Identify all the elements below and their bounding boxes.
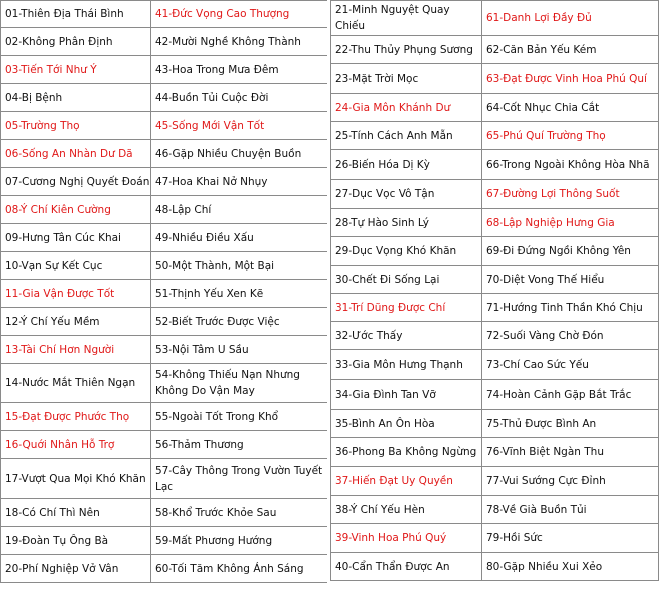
table-cell: 12-Ý Chí Yếu Mềm <box>1 308 151 336</box>
table-row <box>331 36 659 64</box>
table-cell: 69-Đi Đứng Ngồi Không Yên <box>482 237 659 266</box>
table-cell: 24-Gia Môn Khánh Dư <box>331 94 482 122</box>
table-cell: 39-Vinh Hoa Phú Quý <box>331 524 482 553</box>
table-cell: 09-Hưng Tân Cúc Khai <box>1 224 151 252</box>
table-row <box>1 555 328 583</box>
table-row <box>1 168 328 196</box>
table-row <box>1 459 328 499</box>
table-row <box>1 196 328 224</box>
table-cell: 62-Căn Bản Yếu Kém <box>482 36 659 64</box>
table-row <box>331 209 659 237</box>
table-cell: 14-Nước Mắt Thiên Ngạn <box>1 364 151 403</box>
table-cell: 13-Tài Chí Hơn Người <box>1 336 151 364</box>
table-cell: 67-Đường Lợi Thông Suốt <box>482 180 659 209</box>
table-cell: 50-Một Thành, Một Bại <box>151 252 328 280</box>
table-row <box>1 28 328 56</box>
table-row <box>331 1 659 36</box>
table-cell: 40-Cẩn Thẩn Được An <box>331 553 482 581</box>
table-cell: 73-Chí Cao Sức Yếu <box>482 350 659 380</box>
table-cell: 22-Thu Thủy Phụng Sương <box>331 36 482 64</box>
table-cell: 37-Hiến Đạt Uy Quyền <box>331 467 482 496</box>
table-row <box>331 180 659 209</box>
table-cell: 17-Vượt Qua Mọi Khó Khăn <box>1 459 151 499</box>
table-row <box>1 499 328 527</box>
table-row <box>331 524 659 553</box>
table-row <box>1 431 328 459</box>
table-cell: 45-Sống Mới Vận Tốt <box>151 112 328 140</box>
table-cell: 03-Tiến Tới Như Ý <box>1 56 151 84</box>
table-row <box>331 266 659 294</box>
table-cell: 35-Bình An Ôn Hòa <box>331 410 482 438</box>
table-row <box>331 94 659 122</box>
table-cell: 27-Dục Vọc Vô Tận <box>331 180 482 209</box>
table-row <box>1 364 328 403</box>
table-cell: 65-Phú Quí Trường Thọ <box>482 122 659 150</box>
table-row <box>1 527 328 555</box>
table-cell: 58-Khổ Trước Khỏe Sau <box>151 499 328 527</box>
table-row <box>1 280 328 308</box>
table-row <box>331 380 659 410</box>
table-cell: 06-Sống An Nhàn Dư Dã <box>1 140 151 168</box>
right-table-body <box>331 1 659 581</box>
table-row <box>331 64 659 94</box>
table-row <box>331 294 659 322</box>
table-cell: 29-Dục Vọng Khó Khăn <box>331 237 482 266</box>
table-row <box>331 553 659 581</box>
table-row <box>1 224 328 252</box>
table-cell: 07-Cương Nghị Quyết Đoán <box>1 168 151 196</box>
table-cell: 79-Hồi Sức <box>482 524 659 553</box>
table-cell: 75-Thủ Được Bình An <box>482 410 659 438</box>
table-row <box>1 1 328 28</box>
table-cell: 20-Phí Nghiệp Vở Vân <box>1 555 151 583</box>
table-cell: 28-Tự Hào Sinh Lý <box>331 209 482 237</box>
table-cell: 74-Hoàn Cảnh Gặp Bắt Trắc <box>482 380 659 410</box>
table-cell: 04-Bị Bệnh <box>1 84 151 112</box>
table-cell: 26-Biến Hóa Dị Kỳ <box>331 150 482 180</box>
table-cell: 02-Không Phân Định <box>1 28 151 56</box>
table-cell: 34-Gia Đình Tan Vỡ <box>331 380 482 410</box>
table-cell: 60-Tối Tăm Không Ánh Sáng <box>151 555 328 583</box>
table-row <box>1 308 328 336</box>
table-cell: 53-Nội Tâm U Sầu <box>151 336 328 364</box>
table-cell: 21-Minh Nguyệt Quay Chiếu <box>331 1 482 36</box>
table-cell: 43-Hoa Trong Mưa Đêm <box>151 56 328 84</box>
table-cell: 30-Chết Đi Sống Lại <box>331 266 482 294</box>
table-cell: 57-Cây Thông Trong Vườn Tuyết Lạc <box>151 459 328 499</box>
left-table-body <box>1 1 328 583</box>
table-cell: 48-Lập Chí <box>151 196 328 224</box>
table-row <box>1 112 328 140</box>
table-cell: 42-Mười Nghề Không Thành <box>151 28 328 56</box>
table-cell: 15-Đạt Được Phước Thọ <box>1 403 151 431</box>
table-cell: 76-Vĩnh Biệt Ngàn Thu <box>482 438 659 467</box>
table-cell: 70-Diệt Vong Thế Hiểu <box>482 266 659 294</box>
table-cell: 36-Phong Ba Không Ngừng <box>331 438 482 467</box>
table-cell: 33-Gia Môn Hưng Thạnh <box>331 350 482 380</box>
table-cell: 80-Gặp Nhiều Xui Xẻo <box>482 553 659 581</box>
table-row <box>1 403 328 431</box>
table-cell: 54-Không Thiếu Nạn Nhưng Không Do Vận May <box>151 364 328 403</box>
table-cell: 23-Mặt Trời Mọc <box>331 64 482 94</box>
table-cell: 49-Nhiều Điều Xấu <box>151 224 328 252</box>
table-row <box>1 84 328 112</box>
table-row <box>331 438 659 467</box>
table-cell: 18-Có Chí Thì Nên <box>1 499 151 527</box>
table-row <box>331 322 659 350</box>
table-row <box>331 410 659 438</box>
table-row <box>331 122 659 150</box>
table-cell: 31-Trí Dũng Được Chí <box>331 294 482 322</box>
table-row <box>1 140 328 168</box>
table-cell: 08-Ý Chí Kiên Cường <box>1 196 151 224</box>
table-row <box>331 150 659 180</box>
table-cell: 05-Trường Thọ <box>1 112 151 140</box>
table-cell: 38-Ý Chí Yếu Hèn <box>331 496 482 524</box>
table-cell: 68-Lập Nghiệp Hưng Gia <box>482 209 659 237</box>
table-row <box>1 252 328 280</box>
table-cell: 25-Tính Cách Anh Mẫn <box>331 122 482 150</box>
table-cell: 46-Gặp Nhiều Chuyện Buồn <box>151 140 328 168</box>
table-cell: 01-Thiên Địa Thái Bình <box>1 1 151 28</box>
table-cell: 64-Cốt Nhục Chia Cắt <box>482 94 659 122</box>
table-cell: 61-Danh Lợi Đầy Đủ <box>482 1 659 36</box>
table-row <box>331 237 659 266</box>
table-cell: 19-Đoàn Tụ Ông Bà <box>1 527 151 555</box>
table-row <box>331 496 659 524</box>
table-cell: 32-Ước Thấy <box>331 322 482 350</box>
table-cell: 10-Vạn Sự Kết Cục <box>1 252 151 280</box>
table-cell: 51-Thịnh Yếu Xen Kẽ <box>151 280 328 308</box>
table-row <box>1 336 328 364</box>
table-cell: 52-Biết Trước Được Việc <box>151 308 328 336</box>
fortune-table-right <box>330 0 659 581</box>
fortune-table-left <box>0 0 328 583</box>
table-row <box>331 350 659 380</box>
table-cell: 47-Hoa Khai Nở Nhụy <box>151 168 328 196</box>
table-cell: 63-Đạt Được Vinh Hoa Phú Quí <box>482 64 659 94</box>
table-cell: 66-Trong Ngoài Không Hòa Nhã <box>482 150 659 180</box>
table-cell: 44-Buồn Tủi Cuộc Đời <box>151 84 328 112</box>
table-cell: 78-Về Già Buồn Tủi <box>482 496 659 524</box>
table-cell: 55-Ngoài Tốt Trong Khổ <box>151 403 328 431</box>
table-cell: 56-Thảm Thương <box>151 431 328 459</box>
table-cell: 41-Đức Vọng Cao Thượng <box>151 1 328 28</box>
table-cell: 11-Gia Vận Được Tốt <box>1 280 151 308</box>
table-cell: 71-Hướng Tinh Thần Khó Chịu <box>482 294 659 322</box>
table-cell: 16-Quới Nhân Hỗ Trợ <box>1 431 151 459</box>
table-row <box>1 56 328 84</box>
table-cell: 77-Vui Sướng Cực Đỉnh <box>482 467 659 496</box>
table-cell: 59-Mất Phương Hướng <box>151 527 328 555</box>
table-cell: 72-Suối Vàng Chờ Đón <box>482 322 659 350</box>
table-row <box>331 467 659 496</box>
